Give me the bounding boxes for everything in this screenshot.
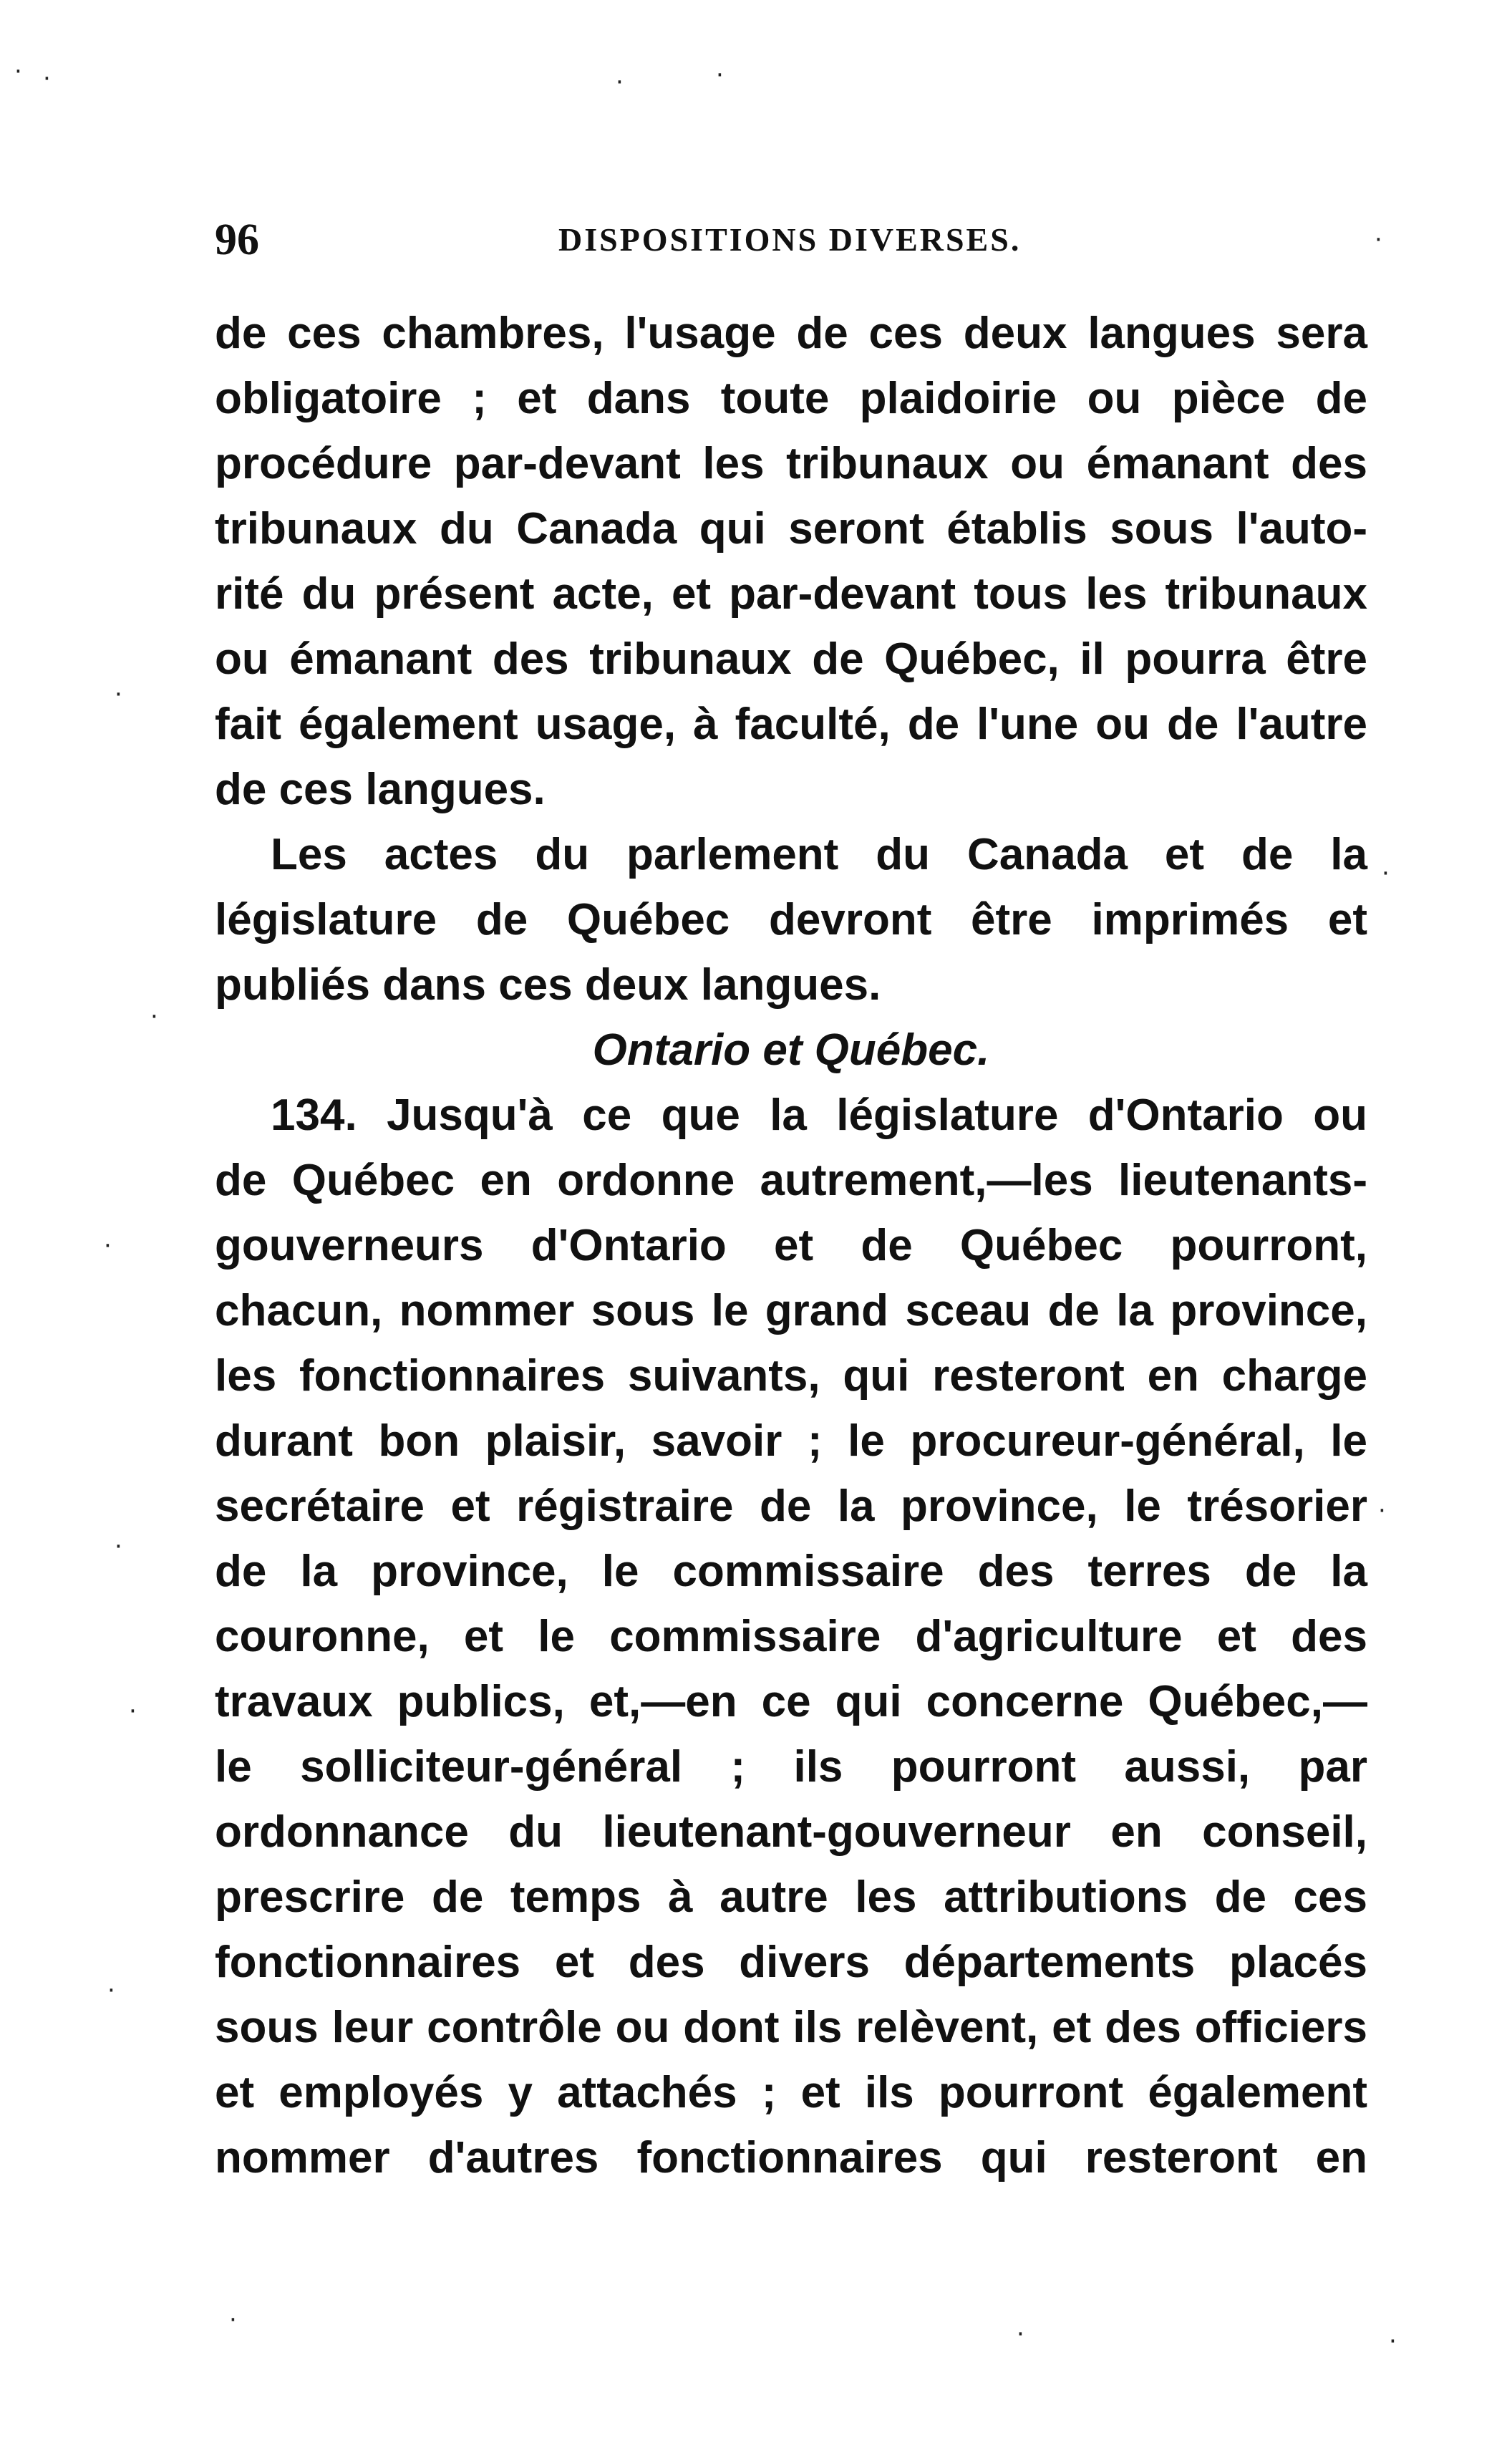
- scan-speck: ·: [1382, 859, 1390, 888]
- scan-speck: ·: [104, 1232, 112, 1260]
- text-line: obligatoire ; et dans toute plaidoirie ou pièce de: [215, 374, 1367, 423]
- text-line: législature de Québec devront être imprimés et: [215, 895, 1367, 944]
- scan-speck: ·: [1017, 2320, 1024, 2349]
- body-text: [215, 301, 1367, 2190]
- scan-speck: ·: [1389, 2327, 1397, 2356]
- text-line: publiés dans ces deux langues.: [215, 960, 881, 1010]
- paragraph-2: [215, 822, 1367, 1017]
- text-line: de Québec en ordonne autrement,—les lieutenants-: [215, 1156, 1367, 1205]
- text-line: de la province, le commissaire des terres de la: [215, 1547, 1367, 1596]
- text-line: fonctionnaires et des divers départements placés: [215, 1938, 1367, 1987]
- text-line: et employés y attachés ; et ils pourront également: [215, 2068, 1367, 2117]
- page-number: 96: [215, 216, 259, 264]
- text-line: gouverneurs d'Ontario et de Québec pourront,: [215, 1221, 1367, 1270]
- text-line: Jusqu'à ce que la législature d'Ontario ou: [387, 1091, 1367, 1140]
- scan-speck: ·: [616, 68, 624, 97]
- scan-speck: ·: [43, 64, 51, 93]
- section-first-line: [215, 1083, 1367, 1148]
- text-line: secrétaire et régistraire de la province, le trésorier: [215, 1481, 1367, 1531]
- text-line: nommer d'autres fonctionnaires qui resteront en: [215, 2133, 1367, 2182]
- scan-speck: ·: [1378, 1497, 1386, 1525]
- text-line: procédure par-devant les tribunaux ou émanant des: [215, 439, 1367, 488]
- text-line: travaux publics, et,—en ce qui concerne Québec,—: [215, 1677, 1367, 1726]
- scan-speck: ·: [229, 2306, 237, 2334]
- text-line: ou émanant des tribunaux de Québec, il pourra être: [215, 634, 1367, 684]
- text-line: durant bon plaisir, savoir ; le procureur-général, le: [215, 1416, 1367, 1466]
- section-134: [215, 1083, 1367, 2190]
- paragraph-1: [215, 301, 1367, 822]
- text-line: chacun, nommer sous le grand sceau de la province,: [215, 1286, 1367, 1335]
- scan-speck: ·: [107, 1976, 115, 2005]
- scan-speck: ·: [1375, 226, 1382, 254]
- scan-speck: ·: [115, 1532, 122, 1561]
- running-head: DISPOSITIONS DIVERSES.: [558, 221, 1022, 258]
- text-line: de ces chambres, l'usage de ces deux langues sera: [215, 309, 1367, 358]
- text-line: sous leur contrôle ou dont ils relèvent, et des officiers: [215, 2003, 1367, 2052]
- scan-speck: ·: [115, 680, 122, 709]
- scan-speck: ·: [716, 61, 724, 90]
- text-line: tribunaux du Canada qui seront établis sous l'auto-: [215, 504, 1367, 554]
- text-line: rité du présent acte, et par-devant tous les tribunaux: [215, 569, 1367, 619]
- text-line: prescrire de temps à autre les attributions de ces: [215, 1872, 1367, 1922]
- scan-speck: ·: [129, 1697, 137, 1726]
- scan-speck: ·: [150, 1002, 158, 1031]
- text-line: les fonctionnaires suivants, qui resteront en charge: [215, 1351, 1367, 1401]
- text-line: Les actes du parlement du Canada et de la: [271, 830, 1367, 879]
- scan-speck: ·: [14, 57, 22, 86]
- text-line: ordonnance du lieutenant-gouverneur en conseil,: [215, 1807, 1367, 1857]
- text-line: couronne, et le commissaire d'agriculture et des: [215, 1612, 1367, 1661]
- section-heading: Ontario et Québec.: [592, 1025, 990, 1075]
- text-line: le solliciteur-général ; ils pourront aussi, par: [215, 1742, 1367, 1792]
- page-header: [215, 208, 1360, 272]
- section-number: 134.: [271, 1091, 357, 1140]
- text-line: fait également usage, à faculté, de l'une ou de l'autre: [215, 700, 1367, 749]
- text-line: de ces langues.: [215, 765, 546, 814]
